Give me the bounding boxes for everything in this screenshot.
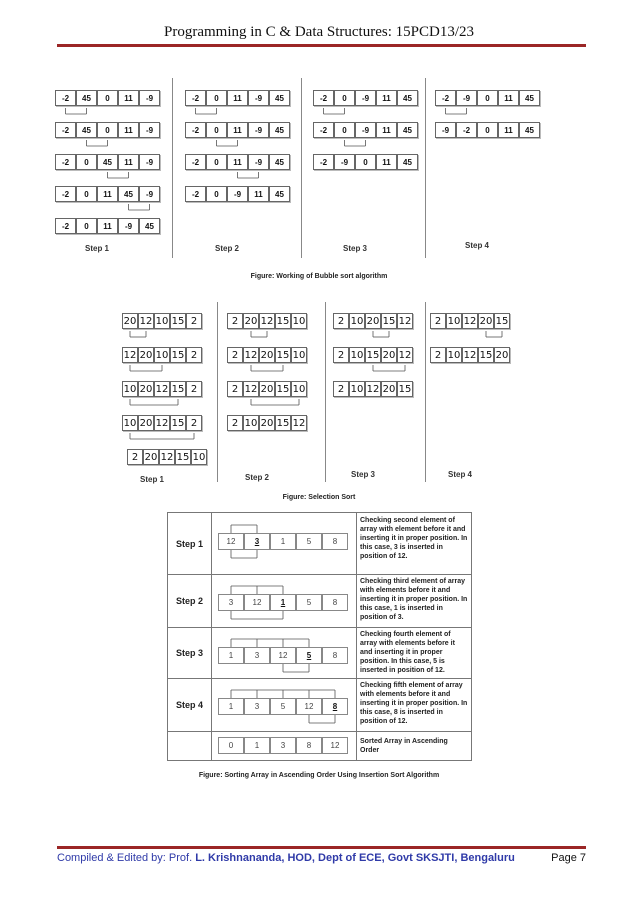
array-cell: 20 — [259, 347, 275, 363]
step-label: Step 2 — [215, 244, 240, 253]
insertion-description: Checking fifth element of array with elements before it and inserting it in proper position. In this case, 8 is inserted in position of 12. — [356, 678, 471, 731]
insertion-cell: 5 — [296, 594, 322, 611]
array-cell: 20 — [138, 415, 154, 431]
step-divider — [325, 302, 326, 482]
array-row — [122, 415, 202, 431]
insertion-step-label: Step 2 — [168, 574, 212, 627]
array-cell: -9 — [118, 218, 139, 234]
array-cell: 45 — [139, 218, 160, 234]
array-row — [227, 313, 307, 329]
array-cell: 10 — [291, 347, 307, 363]
array-cell: 12 — [397, 313, 413, 329]
footer-rule — [57, 846, 586, 849]
array-cell: 20 — [365, 313, 381, 329]
array-cell: 2 — [227, 347, 243, 363]
insertion-cell: 1 — [218, 698, 244, 715]
array-cell: 45 — [76, 122, 97, 138]
array-row — [122, 381, 202, 397]
array-cell: 2 — [127, 449, 143, 465]
array-cell: 2 — [227, 381, 243, 397]
insertion-cell: 12 — [296, 698, 322, 715]
array-cell: 11 — [227, 122, 248, 138]
insertion-cell: 8 — [322, 533, 348, 550]
array-cell: 10 — [446, 313, 462, 329]
array-cell: 15 — [175, 449, 191, 465]
array-cell: -9 — [227, 186, 248, 202]
array-cell: -9 — [355, 90, 376, 106]
array-cell: 11 — [498, 90, 519, 106]
array-cell: 10 — [349, 347, 365, 363]
array-cell: -2 — [55, 90, 76, 106]
insertion-cell: 12 — [244, 594, 270, 611]
array-cell: 10 — [122, 381, 138, 397]
array-cell: 45 — [269, 186, 290, 202]
array-cell: 20 — [122, 313, 138, 329]
array-cell: 11 — [376, 154, 397, 170]
selection-caption: Figure: Selection Sort — [282, 494, 356, 501]
array-cell: 45 — [76, 90, 97, 106]
array-cell: 12 — [259, 313, 275, 329]
array-cell: 45 — [269, 90, 290, 106]
array-cell: -9 — [334, 154, 355, 170]
array-row — [333, 347, 413, 363]
insertion-caption: Figure: Sorting Array in Ascending Order Using Insertion Sort Algorithm — [198, 772, 440, 779]
step-label: Step 3 — [351, 470, 376, 479]
array-cell: 0 — [206, 154, 227, 170]
array-cell: 45 — [397, 154, 418, 170]
insertion-description: Checking second element of array with element before it and inserting it in proper position. In this case, 3 is inserted in position of 12. — [356, 513, 471, 574]
insertion-description: Sorted Array in Ascending Order — [356, 731, 471, 760]
array-cell: 45 — [519, 90, 540, 106]
insertion-cell: 3 — [244, 647, 270, 664]
array-row — [430, 347, 510, 363]
array-cell: 0 — [206, 186, 227, 202]
insertion-cell: 8 — [322, 698, 348, 715]
array-cell: 12 — [291, 415, 307, 431]
array-cell: 15 — [275, 313, 291, 329]
array-cell: 0 — [477, 122, 498, 138]
array-cell: 11 — [376, 122, 397, 138]
insertion-step-label: Step 3 — [168, 627, 212, 678]
array-cell: 0 — [334, 90, 355, 106]
step-label: Step 4 — [448, 470, 473, 479]
footer-author: L. Krishnananda, HOD, Dept of ECE, Govt SKSJTI, Bengaluru — [195, 852, 515, 864]
array-cell: -2 — [185, 90, 206, 106]
array-cell: 12 — [159, 449, 175, 465]
step-label: Step 2 — [245, 473, 270, 482]
array-cell: 10 — [291, 313, 307, 329]
array-cell: 10 — [154, 313, 170, 329]
array-cell: 20 — [478, 313, 494, 329]
array-cell: -2 — [55, 186, 76, 202]
insertion-cell: 5 — [296, 647, 322, 664]
array-row — [227, 381, 307, 397]
array-cell: 12 — [154, 381, 170, 397]
insertion-cell: 3 — [244, 533, 270, 550]
array-cell: 10 — [154, 347, 170, 363]
connector-lines — [168, 513, 471, 760]
array-cell: 12 — [138, 313, 154, 329]
array-cell: 11 — [118, 122, 139, 138]
insertion-cell: 1 — [218, 647, 244, 664]
array-cell: -2 — [55, 154, 76, 170]
array-cell: 15 — [381, 313, 397, 329]
array-cell: 45 — [397, 90, 418, 106]
array-cell: 0 — [334, 122, 355, 138]
array-cell: 0 — [76, 186, 97, 202]
insertion-cell: 12 — [322, 737, 348, 754]
array-cell: 12 — [154, 415, 170, 431]
array-cell: 11 — [498, 122, 519, 138]
insertion-cell: 12 — [218, 533, 244, 550]
array-cell: 0 — [97, 122, 118, 138]
insertion-step-label: Step 1 — [168, 513, 212, 574]
array-cell: 20 — [381, 347, 397, 363]
array-cell: 15 — [478, 347, 494, 363]
array-cell: 11 — [227, 90, 248, 106]
array-cell: 45 — [519, 122, 540, 138]
array-cell: 20 — [143, 449, 159, 465]
array-cell: 2 — [333, 381, 349, 397]
array-cell: 45 — [269, 122, 290, 138]
insertion-cell: 1 — [244, 737, 270, 754]
array-cell: 0 — [97, 90, 118, 106]
footer-prefix: Compiled & Edited by: Prof. — [57, 852, 196, 864]
array-cell: 2 — [333, 313, 349, 329]
array-cell: -9 — [139, 90, 160, 106]
array-cell: 15 — [275, 381, 291, 397]
array-cell: -2 — [55, 218, 76, 234]
array-cell: -9 — [248, 122, 269, 138]
insertion-sort-table — [167, 512, 472, 761]
array-cell: -9 — [248, 154, 269, 170]
insertion-cell: 5 — [296, 533, 322, 550]
array-cell: 2 — [186, 381, 202, 397]
insertion-cell: 3 — [244, 698, 270, 715]
array-cell: 2 — [333, 347, 349, 363]
array-cell: -9 — [139, 186, 160, 202]
insertion-cell: 8 — [322, 647, 348, 664]
array-cell: 10 — [122, 415, 138, 431]
array-cell: 45 — [397, 122, 418, 138]
array-cell: 12 — [365, 381, 381, 397]
step-label: Step 1 — [85, 244, 110, 253]
insertion-cell: 1 — [270, 533, 296, 550]
array-cell: 15 — [397, 381, 413, 397]
array-cell: -9 — [456, 90, 477, 106]
array-cell: -9 — [355, 122, 376, 138]
array-cell: -9 — [435, 122, 456, 138]
step-divider — [217, 302, 218, 482]
array-cell: -2 — [313, 154, 334, 170]
array-cell: -2 — [313, 90, 334, 106]
insertion-step-label: Step 4 — [168, 678, 212, 731]
array-cell: 11 — [118, 90, 139, 106]
array-cell: 20 — [138, 347, 154, 363]
array-cell: 2 — [430, 313, 446, 329]
array-row — [333, 313, 413, 329]
array-cell: 2 — [430, 347, 446, 363]
array-cell: 0 — [477, 90, 498, 106]
array-cell: 10 — [191, 449, 207, 465]
array-cell: 20 — [259, 415, 275, 431]
array-cell: 10 — [349, 381, 365, 397]
insertion-cell: 3 — [218, 594, 244, 611]
array-cell: -9 — [139, 154, 160, 170]
array-cell: 2 — [186, 415, 202, 431]
array-cell: 11 — [376, 90, 397, 106]
array-cell: 45 — [97, 154, 118, 170]
array-cell: -9 — [248, 90, 269, 106]
insertion-cell: 12 — [270, 647, 296, 664]
insertion-description: Checking fourth element of array with elements before it and inserting it in proper position. In this case, 5 is inserted in position of 12. — [356, 627, 471, 678]
insertion-cell: 1 — [270, 594, 296, 611]
array-cell: 15 — [494, 313, 510, 329]
insertion-cell: 5 — [270, 698, 296, 715]
array-cell: 12 — [462, 347, 478, 363]
array-cell: 12 — [243, 347, 259, 363]
array-cell: -9 — [139, 122, 160, 138]
array-cell: 15 — [170, 347, 186, 363]
array-row — [127, 449, 207, 465]
array-cell: 2 — [186, 313, 202, 329]
step-label: Step 1 — [140, 475, 165, 484]
array-row — [122, 313, 202, 329]
array-cell: -2 — [435, 90, 456, 106]
array-cell: 12 — [122, 347, 138, 363]
array-cell: 10 — [243, 415, 259, 431]
array-cell: 12 — [243, 381, 259, 397]
bubble-caption: Figure: Working of Bubble sort algorithm — [250, 273, 388, 280]
array-cell: -2 — [185, 186, 206, 202]
step-label: Step 3 — [343, 244, 368, 253]
array-cell: -2 — [456, 122, 477, 138]
page-number: Page 7 — [551, 852, 586, 864]
array-row — [122, 347, 202, 363]
array-cell: 2 — [186, 347, 202, 363]
array-cell: 11 — [118, 154, 139, 170]
array-row — [430, 313, 510, 329]
step-label: Step 4 — [465, 241, 490, 250]
array-cell: 15 — [170, 381, 186, 397]
array-cell: 10 — [349, 313, 365, 329]
array-cell: 20 — [494, 347, 510, 363]
array-cell: 20 — [259, 381, 275, 397]
page-footer — [57, 852, 586, 864]
step-divider — [425, 302, 426, 482]
array-cell: 11 — [97, 218, 118, 234]
array-cell: -2 — [313, 122, 334, 138]
array-cell: 15 — [170, 313, 186, 329]
page-header: Programming in C & Data Structures: 15PCD13/23 — [164, 24, 474, 40]
array-cell: -2 — [185, 154, 206, 170]
array-cell: 15 — [275, 415, 291, 431]
array-cell: 15 — [170, 415, 186, 431]
array-cell: 20 — [243, 313, 259, 329]
insertion-cell: 3 — [270, 737, 296, 754]
array-cell: 45 — [118, 186, 139, 202]
array-cell: 15 — [365, 347, 381, 363]
array-row — [333, 381, 413, 397]
array-cell: 11 — [227, 154, 248, 170]
array-cell: 0 — [355, 154, 376, 170]
array-cell: 45 — [269, 154, 290, 170]
array-row — [227, 415, 307, 431]
array-cell: 0 — [76, 218, 97, 234]
insertion-cell: 8 — [322, 594, 348, 611]
array-cell: 12 — [462, 313, 478, 329]
insertion-cell: 8 — [296, 737, 322, 754]
insertion-description: Checking third element of array with elements before it and inserting it in proper position. In this case, 1 is inserted in position of 3. — [356, 574, 471, 627]
array-cell: 10 — [291, 381, 307, 397]
array-cell: 20 — [138, 381, 154, 397]
array-cell: 15 — [275, 347, 291, 363]
array-cell: -2 — [185, 122, 206, 138]
insertion-cell: 0 — [218, 737, 244, 754]
array-cell: 2 — [227, 415, 243, 431]
array-cell: 11 — [248, 186, 269, 202]
array-cell: 0 — [206, 122, 227, 138]
array-cell: 11 — [97, 186, 118, 202]
array-cell: 20 — [381, 381, 397, 397]
array-cell: -2 — [55, 122, 76, 138]
array-cell: 0 — [206, 90, 227, 106]
array-cell: 2 — [227, 313, 243, 329]
array-cell: 0 — [76, 154, 97, 170]
array-row — [227, 347, 307, 363]
array-cell: 12 — [397, 347, 413, 363]
array-cell: 10 — [446, 347, 462, 363]
